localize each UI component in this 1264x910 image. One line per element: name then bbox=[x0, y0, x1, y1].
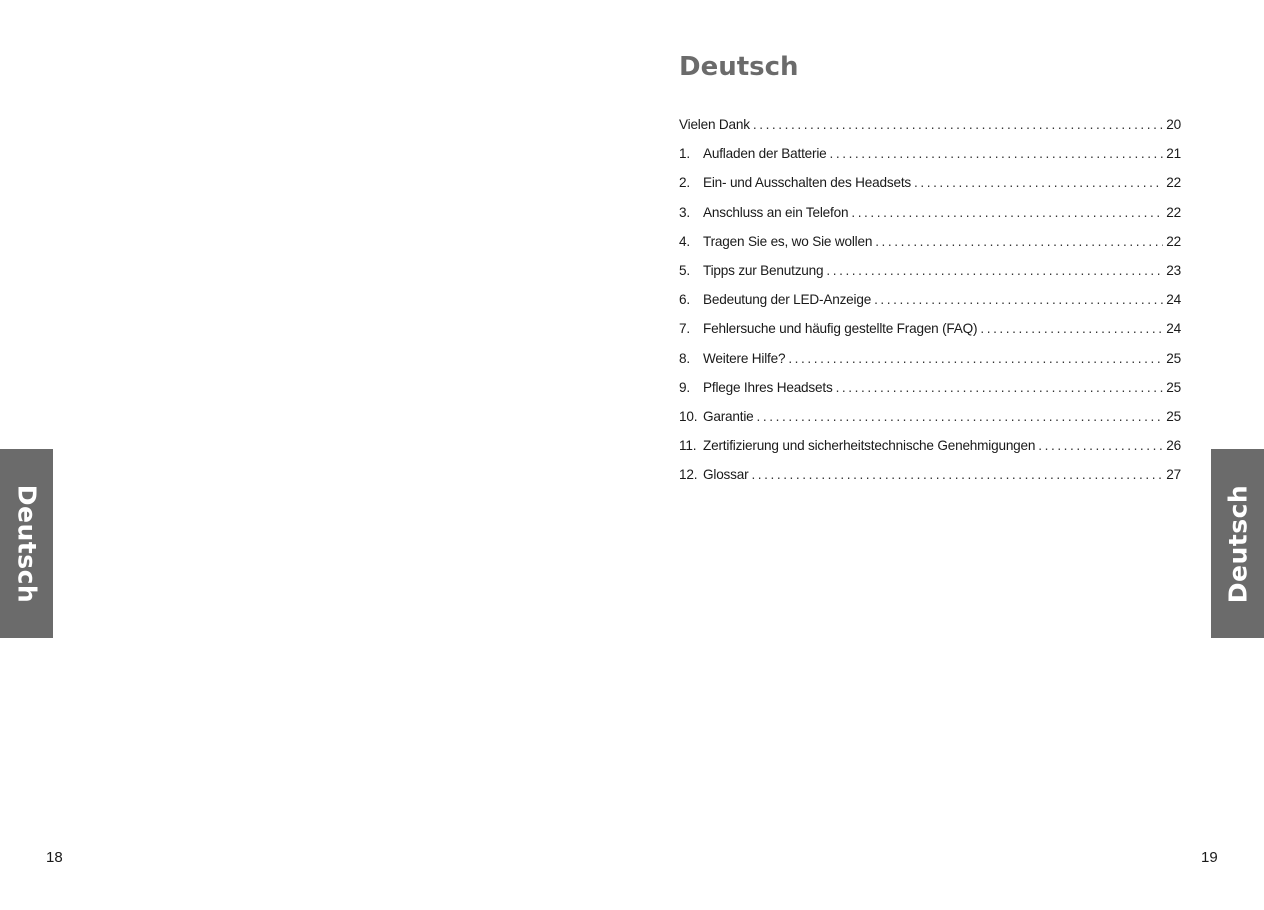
toc-dot-leader bbox=[874, 292, 1163, 307]
toc-entry-number: 3. bbox=[679, 204, 690, 220]
right-side-tab-label: Deutsch bbox=[1223, 484, 1252, 603]
toc-entry-9[interactable] bbox=[679, 380, 1181, 409]
toc-entry-page: 25 bbox=[1166, 379, 1181, 395]
toc-entry-number: 8. bbox=[679, 350, 690, 366]
toc-entry-8[interactable] bbox=[679, 351, 1181, 380]
toc-entry-page: 27 bbox=[1166, 467, 1181, 483]
toc-entry-title: Pflege Ihres Headsets bbox=[703, 379, 833, 395]
toc-entry-number: 9. bbox=[679, 379, 690, 395]
toc-entry-number: 2. bbox=[679, 175, 690, 191]
toc-entry-11[interactable] bbox=[679, 438, 1181, 467]
toc-entry-3[interactable] bbox=[679, 205, 1181, 234]
toc-entry-number: 1. bbox=[679, 146, 690, 162]
toc-entry-page: 23 bbox=[1166, 262, 1181, 278]
toc-entry-number: 7. bbox=[679, 321, 690, 337]
toc-entry-1[interactable] bbox=[679, 146, 1181, 175]
toc-dot-leader bbox=[788, 351, 1163, 366]
toc-entry-title: Weitere Hilfe? bbox=[703, 350, 786, 366]
toc-entry-title: Bedeutung der LED-Anzeige bbox=[703, 292, 872, 308]
right-page-number: 19 bbox=[1201, 849, 1218, 866]
toc-entry-number: 11. bbox=[679, 438, 697, 454]
right-side-tab bbox=[1211, 449, 1264, 638]
toc-entry-page: 24 bbox=[1166, 292, 1181, 308]
toc-dot-leader bbox=[753, 117, 1163, 132]
toc-entry-title: Fehlersuche und häufig gestellte Fragen (FAQ) bbox=[703, 321, 978, 337]
toc-entry-number: 4. bbox=[679, 233, 690, 249]
toc-entry-6[interactable] bbox=[679, 292, 1181, 321]
left-side-tab bbox=[0, 449, 53, 638]
toc-entry-page: 25 bbox=[1166, 408, 1181, 424]
toc-entry-title: Tragen Sie es, wo Sie wollen bbox=[703, 233, 873, 249]
toc-entry-title: Garantie bbox=[703, 408, 754, 424]
toc-dot-leader bbox=[914, 175, 1163, 190]
toc-entry-vielen-dank[interactable] bbox=[679, 117, 1181, 146]
toc-entry-number: 10. bbox=[679, 408, 698, 424]
toc-entry-number: 5. bbox=[679, 262, 690, 278]
toc-entry-title: Glossar bbox=[703, 467, 749, 483]
toc-entry-title: Vielen Dank bbox=[679, 117, 750, 132]
toc-entry-page: 22 bbox=[1166, 175, 1181, 191]
toc-entry-title: Aufladen der Batterie bbox=[703, 146, 827, 162]
toc-dot-leader bbox=[830, 146, 1164, 161]
toc-entry-page: 26 bbox=[1166, 438, 1181, 454]
toc-entry-number: 12. bbox=[679, 467, 698, 483]
toc-dot-leader bbox=[851, 205, 1163, 220]
toc-entry-10[interactable] bbox=[679, 409, 1181, 438]
toc-entry-4[interactable] bbox=[679, 234, 1181, 263]
toc-dot-leader bbox=[1038, 438, 1163, 453]
toc-entry-page: 20 bbox=[1166, 117, 1181, 132]
toc-dot-leader bbox=[980, 321, 1163, 336]
toc-entry-page: 22 bbox=[1166, 204, 1181, 220]
toc-entry-page: 21 bbox=[1166, 146, 1181, 162]
section-title: Deutsch bbox=[679, 52, 799, 82]
toc-entry-number: 6. bbox=[679, 292, 690, 308]
toc-dot-leader bbox=[875, 234, 1163, 249]
toc-dot-leader bbox=[836, 380, 1164, 395]
table-of-contents bbox=[679, 117, 1181, 496]
toc-entry-page: 22 bbox=[1166, 233, 1181, 249]
toc-dot-leader bbox=[757, 409, 1164, 424]
left-side-tab-label: Deutsch bbox=[12, 484, 41, 603]
toc-dot-leader bbox=[751, 467, 1163, 482]
toc-entry-title: Ein- und Ausschalten des Headsets bbox=[703, 175, 912, 191]
toc-entry-page: 25 bbox=[1166, 350, 1181, 366]
toc-entry-title: Zertifizierung und sicherheitstechnische Genehmigungen bbox=[703, 438, 1036, 454]
toc-entry-page: 24 bbox=[1166, 321, 1181, 337]
right-page bbox=[632, 0, 1264, 910]
toc-entry-title: Tipps zur Benutzung bbox=[703, 262, 824, 278]
toc-dot-leader bbox=[826, 263, 1163, 278]
toc-entry-7[interactable] bbox=[679, 321, 1181, 350]
toc-entry-title: Anschluss an ein Telefon bbox=[703, 204, 849, 220]
left-page-number: 18 bbox=[46, 849, 63, 866]
toc-entry-5[interactable] bbox=[679, 263, 1181, 292]
toc-entry-2[interactable] bbox=[679, 175, 1181, 204]
toc-entry-12[interactable] bbox=[679, 467, 1181, 496]
